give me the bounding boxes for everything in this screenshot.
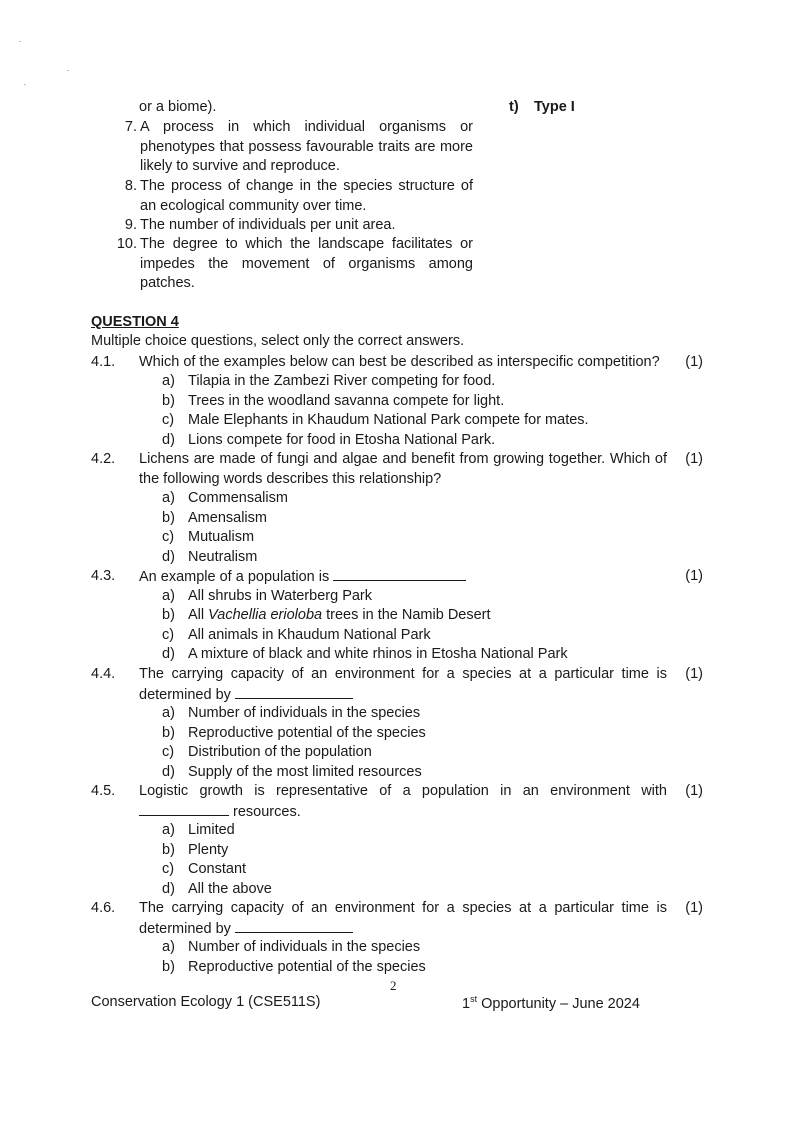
item-text: The process of change in the species structure of an ecological community over time. [140,178,473,214]
continued-text: or a biome). [139,99,217,115]
option [162,841,228,861]
option [162,880,272,900]
option-letter: b) [162,393,175,409]
option-text: All animals in Khaudum National Park [188,627,431,643]
question-heading: QUESTION 4 [91,314,179,330]
option [162,606,491,626]
option-text: Male Elephants in Khaudum National Park compete for mates. [188,412,589,428]
course-name: Conservation Ecology 1 (CSE511S) [91,994,321,1010]
option [162,626,431,646]
option [162,821,235,841]
option [162,489,288,509]
list-item [113,235,473,294]
option-text: Constant [188,861,247,877]
option-letter: b) [162,959,175,975]
option-text: Limited [188,822,235,838]
option-text: Lions compete for food in Etosha National Park. [188,432,496,448]
option [162,645,568,665]
list-item [113,118,473,177]
option-letter: d) [162,646,175,662]
option-letter: d) [162,764,175,780]
item-number: 8. [124,178,137,194]
question-marks: (1) [685,451,703,467]
list-item [113,177,473,216]
opportunity-text: Opportunity – June 2024 [477,995,640,1012]
question-text-content: Logistic growth is representative of a population in an environment with [139,783,667,799]
option-text: trees in the Namib Desert [322,607,491,623]
ordinal-suffix: st [470,994,478,1004]
option-letter: a) [162,939,175,955]
option-letter: c) [162,744,175,760]
scan-speck [67,70,69,71]
option-text: All shrubs in Waterberg Park [188,588,373,604]
option-text: Plenty [188,842,229,858]
option-text: Supply of the most limited resources [188,764,422,780]
option-letter: a) [162,822,175,838]
question-number: 4.3. [91,568,116,584]
option-text: Amensalism [188,510,267,526]
question-number: 4.2. [91,451,116,467]
option-letter: c) [162,861,175,877]
question-text [139,567,667,588]
option-letter: c) [162,627,175,643]
option [162,763,422,783]
question-text-content: The carrying capacity of an environment for a species at a particular time is determined by [139,666,667,703]
question-item [91,353,703,373]
option [162,548,257,568]
opportunity-number: 1 [462,995,471,1012]
answer-blank[interactable] [235,685,353,699]
option [162,509,267,529]
option-text: All the above [188,881,272,897]
option-letter: b) [162,510,175,526]
option [162,958,426,978]
scan-speck [19,41,21,42]
question-marks: (1) [685,900,703,916]
option-text: Number of individuals in the species [188,705,421,721]
item-number: 7. [124,119,137,135]
species-name: Vachellia erioloba [208,607,323,623]
answer-blank[interactable] [235,919,353,933]
option [162,411,589,431]
question-text-content: An example of a population is [139,569,330,585]
option [162,372,495,392]
option [162,860,246,880]
option-letter: b) [162,607,175,623]
option-letter: a) [162,490,175,506]
question-text-content: resources. [229,803,301,820]
option-text: Mutualism [188,529,255,545]
item-text: The number of individuals per unit area. [140,217,396,233]
option-letter: d) [162,432,175,448]
option [162,938,420,958]
item-number: 9. [124,217,137,233]
question-marks: (1) [685,783,703,799]
option-text: Reproductive potential of the species [188,959,426,975]
question-text-content: The carrying capacity of an environment for a species at a particular time is determined by [139,900,667,937]
option-text: Trees in the woodland savanna compete for light. [188,393,505,409]
answer-letter: t) [509,99,519,115]
item-number: 10. [116,236,137,252]
item-text: The degree to which the landscape facilitates or impedes the movement of organisms among patches. [140,236,473,291]
option-text: Neutralism [188,549,258,565]
option-letter: a) [162,588,175,604]
option [162,724,426,744]
question-text [139,899,667,939]
option-text: A mixture of black and white rhinos in Etosha National Park [188,646,568,662]
question-instructions: Multiple choice questions, select only the correct answers. [91,333,465,349]
question-marks: (1) [685,666,703,682]
question-text [139,665,667,705]
question-number: 4.5. [91,783,116,799]
option-text: All [188,607,209,623]
question-item [91,782,703,822]
question-number: 4.6. [91,900,116,916]
option-letter: c) [162,412,175,428]
question-number: 4.4. [91,666,116,682]
option [162,704,420,724]
option [162,431,495,451]
option-text: Distribution of the population [188,744,372,760]
option [162,392,504,412]
option-letter: c) [162,529,175,545]
option-text: Tilapia in the Zambezi River competing for food. [188,373,496,389]
option-text: Reproductive potential of the species [188,725,426,741]
option-letter: a) [162,705,175,721]
question-text: Which of the examples below can best be described as interspecific competition? [139,354,660,370]
option-text: Commensalism [188,490,288,506]
question-marks: (1) [685,568,703,584]
option-letter: b) [162,725,175,741]
exam-opportunity [462,994,640,1012]
option-letter: d) [162,549,175,565]
question-item [91,450,703,489]
option-letter: b) [162,842,175,858]
question-text [139,782,667,822]
question-item [91,665,703,705]
scan-speck [24,84,26,85]
option [162,587,372,607]
page-number: 2 [390,978,397,993]
option [162,743,372,763]
option [162,528,254,548]
option-text: Number of individuals in the species [188,939,421,955]
answer-blank[interactable] [333,567,466,581]
question-text: Lichens are made of fungi and algae and benefit from growing together. Which of the following words describes this relationship? [139,451,667,487]
list-item [113,216,473,236]
answer-blank[interactable] [139,802,229,816]
option-letter: a) [162,373,175,389]
question-item [91,899,703,939]
item-text: A process in which individual organisms or phenotypes that possess favourable traits are more likely to survive and reproduce. [140,119,473,174]
option-letter: d) [162,881,175,897]
answer-text: Type I [534,99,575,115]
answer-column-item [509,99,575,115]
question-item [91,567,703,588]
question-number: 4.1. [91,354,116,370]
question-marks: (1) [685,354,703,370]
